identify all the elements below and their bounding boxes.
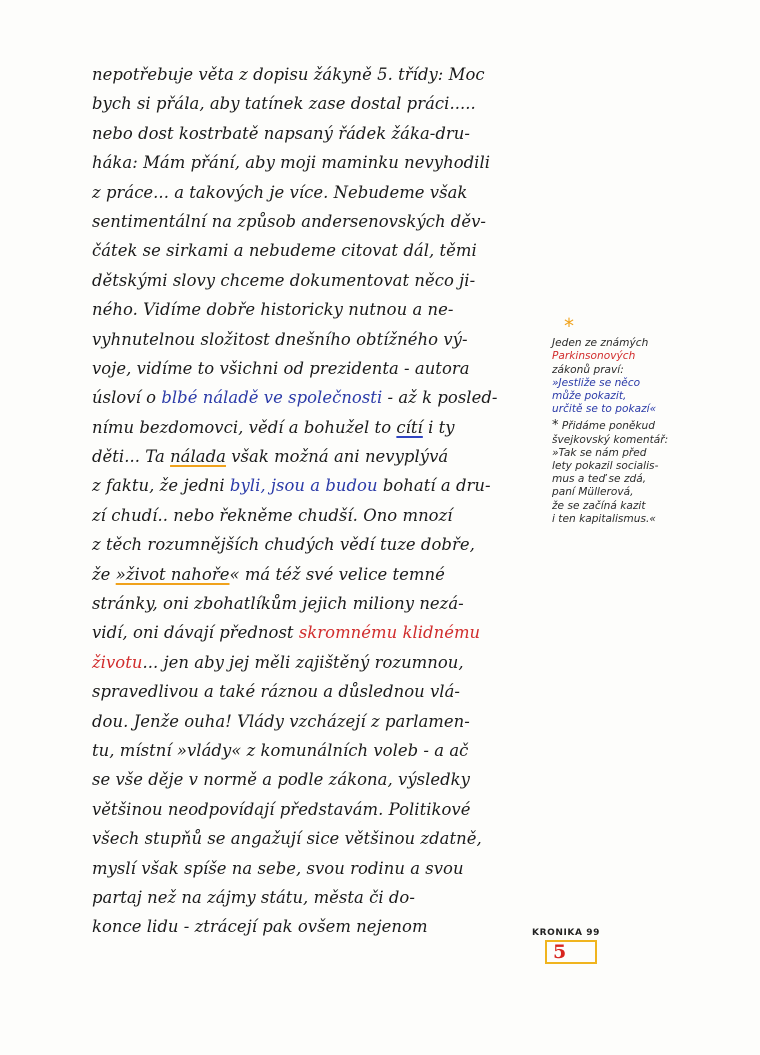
underlined-word: nálada xyxy=(170,447,226,467)
text-line xyxy=(92,383,532,412)
note-comment-8: i ten kapitalismus.« xyxy=(552,512,656,525)
kronika-brand-label: KRONIKA 99 xyxy=(532,928,601,938)
blue-ink-phrase: byli, jsou a budou xyxy=(229,476,378,496)
text-line: tu, místní »vlády« z komunálních voleb - a ač xyxy=(92,740,469,760)
note-comment-2: švejkovský komentář: xyxy=(552,433,669,446)
note-quote-1: »Jestliže se něco xyxy=(552,376,641,389)
page-number-box xyxy=(545,940,597,964)
note-line-law: zákonů praví: xyxy=(552,363,624,376)
text-line: háka: Mám přání, aby moji maminku nevyhodili xyxy=(92,153,491,173)
text-segment: však možná ani nevyplývá xyxy=(225,447,449,467)
underlined-phrase: »život nahoře xyxy=(115,564,230,584)
note-comment-7: že se začíná kazit xyxy=(552,499,646,512)
note-comment-3: »Tak se nám před xyxy=(552,446,647,459)
orange-star-icon: * xyxy=(564,314,574,338)
red-ink-phrase: skromnému klidnému xyxy=(298,623,481,643)
text-line xyxy=(92,648,532,677)
text-line: dětskými slovy chceme dokumentovat něco ji- xyxy=(92,270,476,290)
text-segment: že xyxy=(92,564,116,584)
text-line: z práce... a takových je více. Nebudeme však xyxy=(92,182,468,202)
note-quote-2: může pokazit, xyxy=(552,390,627,403)
note-line-intro: Jeden ze známých xyxy=(552,337,649,350)
text-line: partaj než na zájmy státu, města či do- xyxy=(92,887,415,907)
text-line: konce lidu - ztrácejí pak ovšem nejenom xyxy=(92,917,428,937)
text-segment: bohatí a dru- xyxy=(377,476,491,496)
handwritten-body-text xyxy=(92,60,532,942)
note-comment-6: paní Müllerová, xyxy=(552,486,634,499)
text-line: čátek se sirkami a nebudeme citovat dál, těmi xyxy=(92,241,477,261)
text-segment: nímu bezdomovci, vědí a bohužel to xyxy=(92,417,397,437)
margin-note xyxy=(552,314,752,526)
text-line xyxy=(92,560,532,589)
note-comment-5: mus a teď se zdá, xyxy=(552,473,647,486)
asterisk-icon: * xyxy=(552,418,559,434)
text-line: spravedlivou a také ráznou a důslednou vlá- xyxy=(92,682,460,702)
text-segment: děti... Ta xyxy=(92,447,171,467)
text-line xyxy=(92,442,532,471)
text-line: myslí však spíše na sebe, svou rodinu a svou xyxy=(92,858,464,878)
text-line: zí chudí.. nebo řekněme chudší. Ono mnozí xyxy=(92,505,453,525)
text-line: sentimentální na způsob andersenovských děv- xyxy=(92,211,486,231)
text-line: stránky, oni zbohatlíkům jejich miliony nezá- xyxy=(92,594,464,614)
text-line: vyhnutelnou složitost dnešního obtížného vý- xyxy=(92,329,468,349)
note-quote-3: určitě se to pokazí« xyxy=(552,403,657,416)
text-segment: - až k posled- xyxy=(382,388,498,408)
text-segment: z faktu, že jedni xyxy=(92,476,230,496)
text-line xyxy=(92,618,532,647)
note-comment-4: lety pokazil socialis- xyxy=(552,460,659,473)
text-line: nepotřebuje věta z dopisu žákyně 5. třídy: Moc xyxy=(92,65,485,84)
text-line: všech stupňů se angažují sice většinou zdatně, xyxy=(92,829,482,849)
red-ink-phrase: životu xyxy=(92,652,143,672)
text-segment: vidí, oni dávají přednost xyxy=(92,623,299,643)
text-segment: « má též své velice temné xyxy=(229,564,445,584)
text-line: nebo dost kostrbatě napsaný řádek žáka-dru- xyxy=(92,123,470,143)
underlined-word: cítí xyxy=(396,417,423,437)
text-line: ného. Vidíme dobře historicky nutnou a ne- xyxy=(92,300,454,320)
text-line: většinou neodpovídají představám. Politikové xyxy=(92,799,471,819)
text-segment: ... jen aby jej měli zajištěný rozumnou, xyxy=(142,652,464,672)
note-line-parkinson: Parkinsonových xyxy=(552,350,636,363)
text-line xyxy=(92,413,532,442)
note-comment-1: * Přidáme poněkud xyxy=(552,418,655,434)
page-number: 5 xyxy=(553,941,567,963)
text-line: voje, vidíme to všichni od prezidenta - autora xyxy=(92,358,470,378)
text-line: bych si přála, aby tatínek zase dostal práci..... xyxy=(92,94,476,114)
blue-ink-phrase: blbé náladě ve společnosti xyxy=(161,388,383,408)
text-line: se vše děje v normě a podle zákona, výsledky xyxy=(92,770,470,790)
text-segment: i ty xyxy=(422,417,455,437)
text-line: z těch rozumnějších chudých vědí tuze dobře, xyxy=(92,535,475,555)
text-segment: úsloví o xyxy=(92,388,162,408)
text-line xyxy=(92,471,532,500)
text-line: dou. Jenže ouha! Vlády vzcházejí z parlamen- xyxy=(92,711,470,731)
